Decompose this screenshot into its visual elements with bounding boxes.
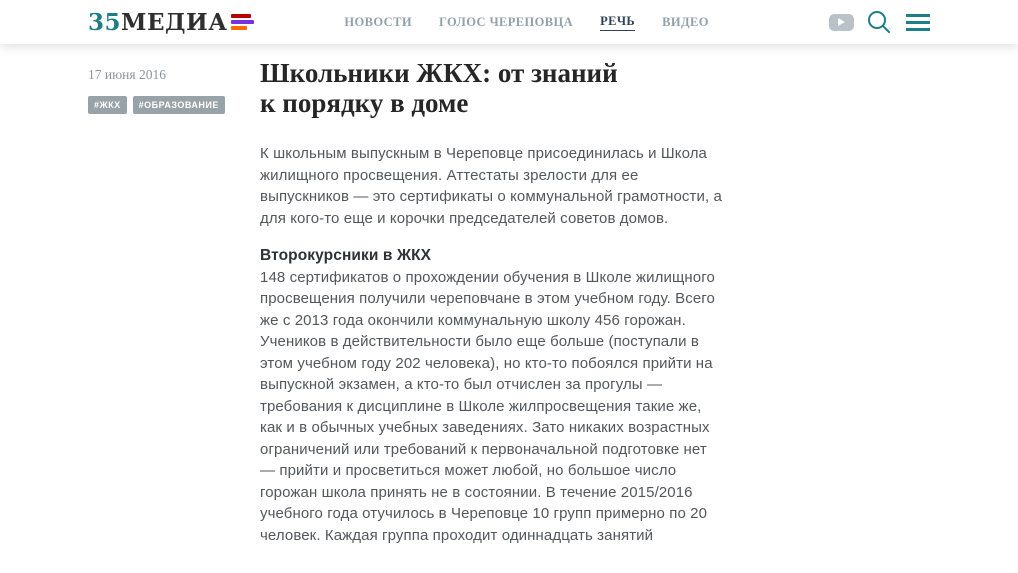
nav-item-news[interactable]: НОВОСТИ [344, 14, 412, 29]
article-subheading: Второкурсники в ЖКХ [260, 247, 432, 264]
logo[interactable] [88, 8, 254, 36]
tag-list [88, 96, 260, 114]
search-icon[interactable] [866, 9, 892, 35]
logo-text [88, 8, 228, 36]
nav-item-golos-cherepovtsa[interactable]: ГОЛОС ЧЕРЕПОВЦА [438, 14, 574, 29]
article-paragraph: Учеников в действительности было еще больше (поступали в этом учебном году 202 человека), но кто-то побоялся прийти на выпускной экзамен, а кто-то был отчислен за прогулы — требования к дисциплине в Школе жилпросвещения такие же, как и в обычных учебных заведениях. Зато никаких возрастных ограничений или требований к первоначальной подготовке нет — прийти и просветиться может любой, но большое число горожан школа принять не в состоянии. В течение 2015/2016 учебного года отучилось в Череповце 10 групп примерно по 20 человек. Каждая группа проходит одиннадцать занятий [260, 333, 713, 544]
site-header [0, 0, 1018, 44]
article-content [260, 58, 722, 546]
article-meta [88, 58, 260, 546]
tag-obrazovanie[interactable]: #ОБРАЗОВАНИЕ [133, 96, 225, 114]
logo-stripes-icon [231, 14, 254, 30]
tag-zhkh[interactable]: #ЖКХ [88, 96, 127, 114]
article-title [260, 58, 722, 118]
article-title-line: Школьники ЖКХ: от знаний [260, 58, 618, 88]
logo-word: МЕДИА [121, 8, 228, 36]
article-page [0, 44, 1018, 546]
header-actions [866, 9, 930, 35]
menu-icon[interactable] [906, 14, 930, 31]
article-body [260, 143, 722, 546]
main-nav [344, 14, 708, 31]
play-triangle-icon [838, 18, 845, 26]
nav-item-video[interactable]: ВИДЕО [662, 14, 709, 29]
article-lead-paragraph: К школьным выпускным в Череповце присоединилась и Школа жилищного просвещения. Аттестаты зрелости для ее выпускников — это сертификаты о коммунальной грамотности, а для кого-то еще и корочки председателей советов домов. [260, 145, 722, 227]
nav-item-rech[interactable]: РЕЧЬ [600, 14, 635, 31]
article-paragraph: 148 сертификатов о прохождении обучения в Школе жилищного просвещения получили череповчане в этом учебном году. Всего же с 2013 года окончили коммунальную школу 456 горожан. [260, 268, 715, 329]
logo-number: 35 [88, 8, 122, 36]
article-date: 17 июня 2016 [88, 67, 166, 82]
article-title-line: к порядку в доме [260, 88, 469, 118]
youtube-icon[interactable] [829, 14, 854, 31]
